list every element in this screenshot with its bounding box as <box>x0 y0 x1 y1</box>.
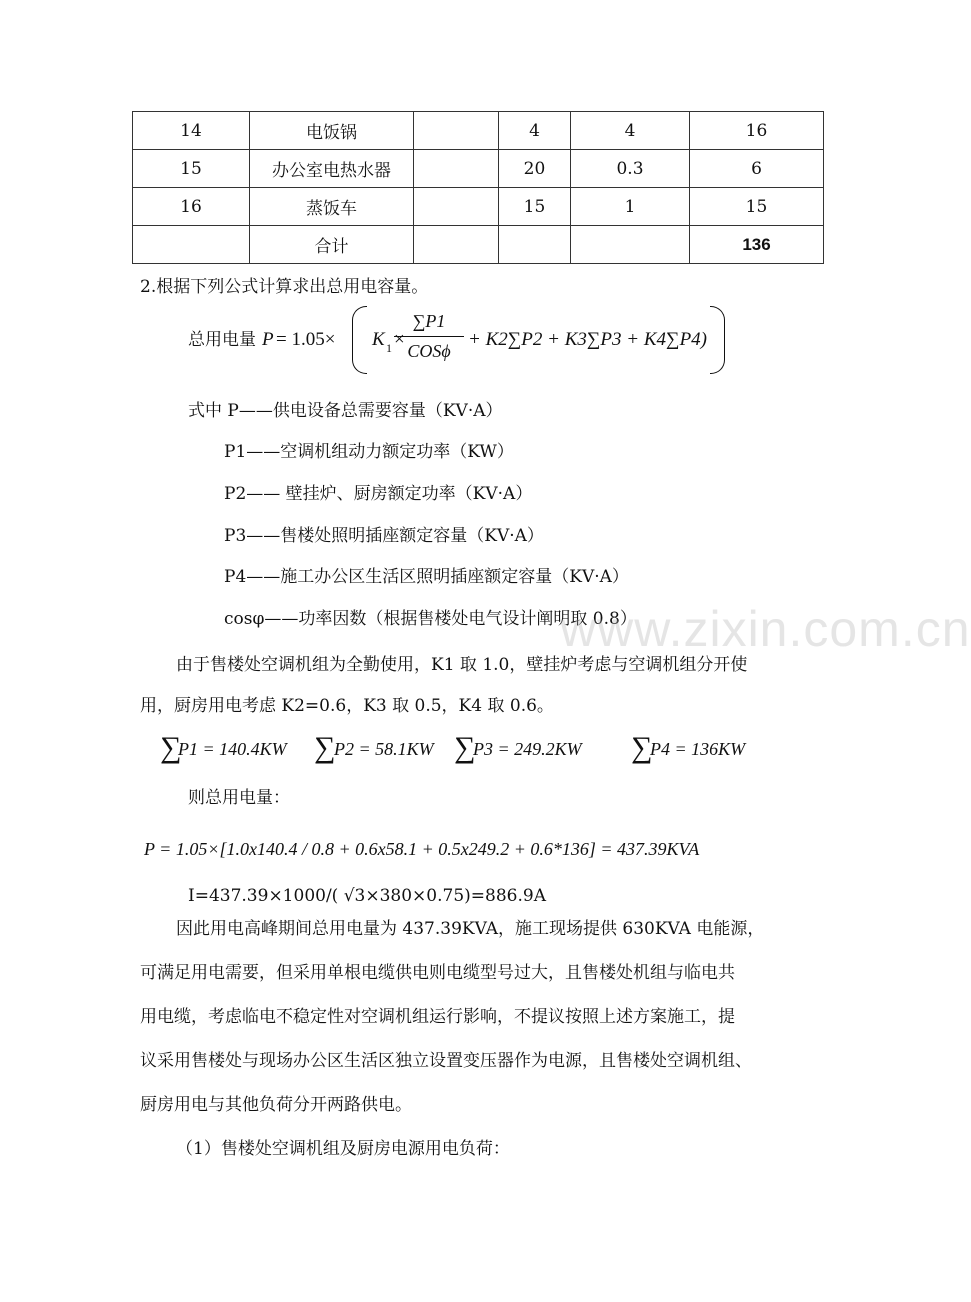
right-paren <box>710 306 725 374</box>
definition-p: 式中 P——供电设备总需要容量（KV·A） <box>188 401 503 421</box>
fraction-denominator: COSϕ <box>407 341 451 361</box>
then-total-label: 则总用电量： <box>188 788 290 808</box>
sum-label: 合计 <box>250 226 414 264</box>
formula-p: P <box>262 329 274 350</box>
unit-power: 0.3 <box>571 150 690 188</box>
total-power: 6 <box>690 150 824 188</box>
fraction <box>394 306 464 365</box>
load-table <box>132 111 824 264</box>
definition-cos: cosφ——功率因数（根据售楼处电气设计阐明取 0.8） <box>224 609 637 629</box>
sigma-icon: ∑ <box>454 731 476 764</box>
fraction-numerator: ∑P1 <box>412 311 446 331</box>
unit-power: 1 <box>571 188 690 226</box>
blank-cell <box>414 150 499 188</box>
sum-p4: P4 = 136KW <box>650 739 746 759</box>
table-row <box>133 112 824 150</box>
device-name: 蒸饭车 <box>250 188 414 226</box>
section-heading: 2.根据下列公式计算求出总用电容量。 <box>140 277 429 297</box>
device-name: 办公室电热水器 <box>250 150 414 188</box>
sigma-icon: ∑ <box>160 731 182 764</box>
quantity: 20 <box>499 150 571 188</box>
row-number: 15 <box>133 150 250 188</box>
formula-eq: = 1.05× <box>276 329 336 350</box>
sigma-icon: ∑ <box>631 731 653 764</box>
empty-cell <box>499 226 571 264</box>
sum-p1: P1 = 140.4KW <box>178 739 287 759</box>
sigma-icon: ∑ <box>314 731 336 764</box>
definition-p2: P2—— 壁挂炉、厨房额定功率（KV·A） <box>224 484 533 504</box>
empty-cell <box>414 226 499 264</box>
formula-k1-sub: 1 <box>386 341 392 355</box>
unit-power: 4 <box>571 112 690 150</box>
paragraph-2-line-5: 厨房用电与其他负荷分开两路供电。 <box>140 1095 412 1115</box>
sum-p3: P3 = 249.2KW <box>473 739 582 759</box>
calculation-line: P = 1.05×[1.0x140.4 / 0.8 + 0.6x58.1 + 0.5x249.2 + 0.6*136] = 437.39KVA <box>144 839 700 859</box>
paragraph-2-line-2: 可满足用电需要，但采用单根电缆供电则电缆型号过大，且售楼处机组与临电共 <box>140 963 735 983</box>
definition-p3: P3——售楼处照明插座额定容量（KV·A） <box>224 526 544 546</box>
paragraph-2-line-4: 议采用售楼处与现场办公区生活区独立设置变压器作为电源，且售楼处空调机组、 <box>140 1051 752 1071</box>
formula-times: × <box>394 329 405 350</box>
row-number: 14 <box>133 112 250 150</box>
left-paren <box>352 306 367 374</box>
paragraph-1-line-2: 用，厨房用电考虑 K2=0.6，K3 取 0.5，K4 取 0.6。 <box>140 696 554 716</box>
total-power: 15 <box>690 188 824 226</box>
quantity: 4 <box>499 112 571 150</box>
blank-cell <box>414 112 499 150</box>
formula-k1: K <box>372 329 385 350</box>
table-row <box>133 188 824 226</box>
empty-cell <box>571 226 690 264</box>
paragraph-1-line-1: 由于售楼处空调机组为全勤使用，K1 取 1.0，壁挂炉考虑与空调机组分开使 <box>176 655 748 675</box>
current-line: I=437.39×1000/( √3×380×0.75)=886.9A <box>188 886 546 906</box>
sum-value: 136 <box>690 226 824 264</box>
formula-label: 总用电量 <box>188 330 256 350</box>
device-name: 电饭锅 <box>250 112 414 150</box>
item-1-heading: （1）售楼处空调机组及厨房电源用电负荷： <box>176 1139 510 1159</box>
paragraph-2-line-3: 用电缆，考虑临电不稳定性对空调机组运行影响，不提议按照上述方案施工，提 <box>140 1007 735 1027</box>
total-power: 16 <box>690 112 824 150</box>
blank-cell <box>414 188 499 226</box>
empty-cell <box>133 226 250 264</box>
table-sum-row <box>133 226 824 264</box>
row-number: 16 <box>133 188 250 226</box>
quantity: 15 <box>499 188 571 226</box>
table-row <box>133 150 824 188</box>
sum-p2: P2 = 58.1KW <box>334 739 434 759</box>
watermark: www.zixin.com.cn <box>560 601 971 657</box>
definition-p4: P4——施工办公区生活区照明插座额定容量（KV·A） <box>224 567 629 587</box>
definition-p1: P1——空调机组动力额定功率（KW） <box>224 442 514 462</box>
formula-rest: + K2∑P2 + K3∑P3 + K4∑P4) <box>468 329 708 350</box>
paragraph-2-line-1: 因此用电高峰期间总用电量为 437.39KVA，施工现场提供 630KVA 电能源， <box>176 919 765 939</box>
